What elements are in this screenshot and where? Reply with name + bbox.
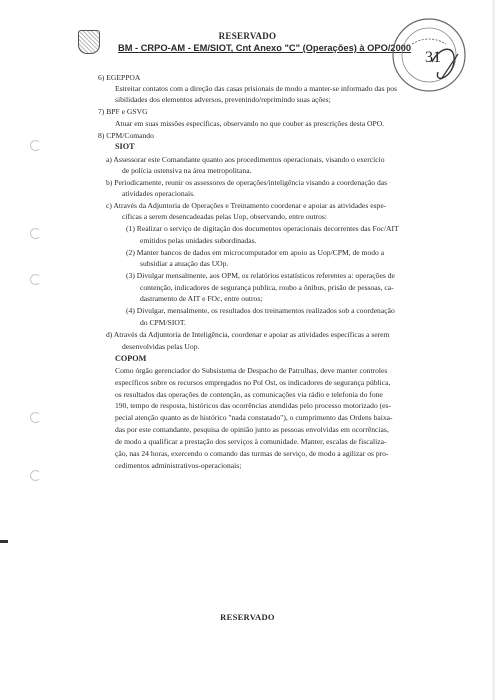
body-text-line: de modo a qualificar a prestação dos serviços à comunidade. Manter, escalas de fiscaliza- <box>115 437 387 446</box>
body-text-line: 190, tempo de resposta, históricos das ocorrências atendidas pelo processo motorizado (es- <box>115 401 392 410</box>
header-subtitle: BM - CRPO-AM - EM/SIOT, Cnt Anexo "C" (Operações) à OPO/2000 <box>118 43 412 53</box>
body-text-line: Como órgão gerenciador do Subsistema de Despacho de Patrulhas, deve manter controles <box>115 366 388 375</box>
body-text-line: 6) EGEPPOA <box>98 73 141 82</box>
body-text-line: pecial atenção quanto as de histórico "nada constatado"), o cumprimento das Ordens baixa- <box>115 413 393 422</box>
body-text-line: atividades operacionais. <box>122 189 195 198</box>
punch-hole <box>30 274 41 285</box>
section-heading: COPOM <box>115 354 147 363</box>
body-text-line: do CPM/SIOT. <box>140 318 186 327</box>
stamp-seal-icon <box>388 14 470 96</box>
footer-classification: RESERVADO <box>220 612 275 622</box>
body-text-line: emitidos pelas unidades subordinadas. <box>140 236 257 245</box>
body-text-line: de polícia ostensiva na área metropolitana. <box>122 166 252 175</box>
body-text-line: das por este comandante, pesquisa de opinião junto as pessoas envolvidas em ocorrências, <box>115 425 389 434</box>
body-text-line: cedimentos administrativos-operacionais; <box>115 461 242 470</box>
body-text-line: 7) BPF e GSVG <box>98 107 148 116</box>
body-text-line: os resultados das operações de contenção, as comunicações via rádio e telefonia do fone <box>115 390 383 399</box>
body-text-line: cíficas a serem desencadeadas pelas Uop, observando, entre outros: <box>122 212 327 221</box>
body-text-line: (2) Manter bancos de dados em microcomputador em apoio as Uop/CPM, de modo a <box>126 248 385 257</box>
body-text-line: dastramento de AIT e FOc, entre outros; <box>140 294 263 303</box>
scan-mark <box>0 540 8 543</box>
body-text-line: específicos sobre os recursos empregados no Pol Ost, os indicadores de segurança pública, <box>115 378 391 387</box>
body-text-line: Estreitar contatos com a direção das casas prisionais de modo a manter-se informado das pos <box>115 84 397 93</box>
body-text-line: (3) Divulgar mensalmente, aos OPM, os relatórios estatísticos referentes a: operações de <box>126 271 395 280</box>
body-text-line: ção, nas 24 horas, exercendo o comando das turmas de serviço, de modo a agilizar os pro- <box>115 449 389 458</box>
punch-hole <box>30 412 41 423</box>
body-text-line: (4) Divulgar, mensalmente, os resultados dos treinamentos realizados sob a coordenação <box>126 306 395 315</box>
body-text-line: d) Através da Adjuntoria de Inteligência, coordenar e apoiar as atividades específicas a serem <box>106 330 390 339</box>
body-text-line: a) Assessorar este Comandante quanto aos procedimentos operacionais, visando o exercício <box>106 155 385 164</box>
stamp-number: 31 <box>425 49 441 66</box>
body-text-line: c) Através da Adjuntoria de Operações e Treinamento coordenar e apoiar as atividades espe- <box>106 201 387 210</box>
punch-hole <box>30 470 41 481</box>
body-text-line: contenção, indicadores de segurança publica, roubo a ônibus, prisão de pessoas, ca- <box>140 283 394 292</box>
body-text-line: subsidiar a atuação das UOp. <box>140 259 229 268</box>
body-text-line: 8) CPM/Comando <box>98 131 154 140</box>
section-heading: SIOT <box>115 142 135 151</box>
punch-hole <box>30 140 41 151</box>
body-text-line: sibilidades dos elementos adversos, prevenindo/reprimindo suas ações; <box>115 95 331 104</box>
body-text-line: (1) Realizar o serviço de digitação dos documentos operacionais decorrentes das Foc/AIT <box>126 224 399 233</box>
body-text-line: desenvolvidas pelas Uop. <box>122 342 200 351</box>
header-classification: RESERVADO <box>218 31 277 41</box>
body-text-line: b) Periodicamente, reunir os assessores de operações/inteligência visando a coordenação das <box>106 178 388 187</box>
punch-hole <box>30 228 41 239</box>
body-text-line: Atuar em suas missões específicas, observando no que couber as prescrições desta OPO. <box>115 119 385 128</box>
